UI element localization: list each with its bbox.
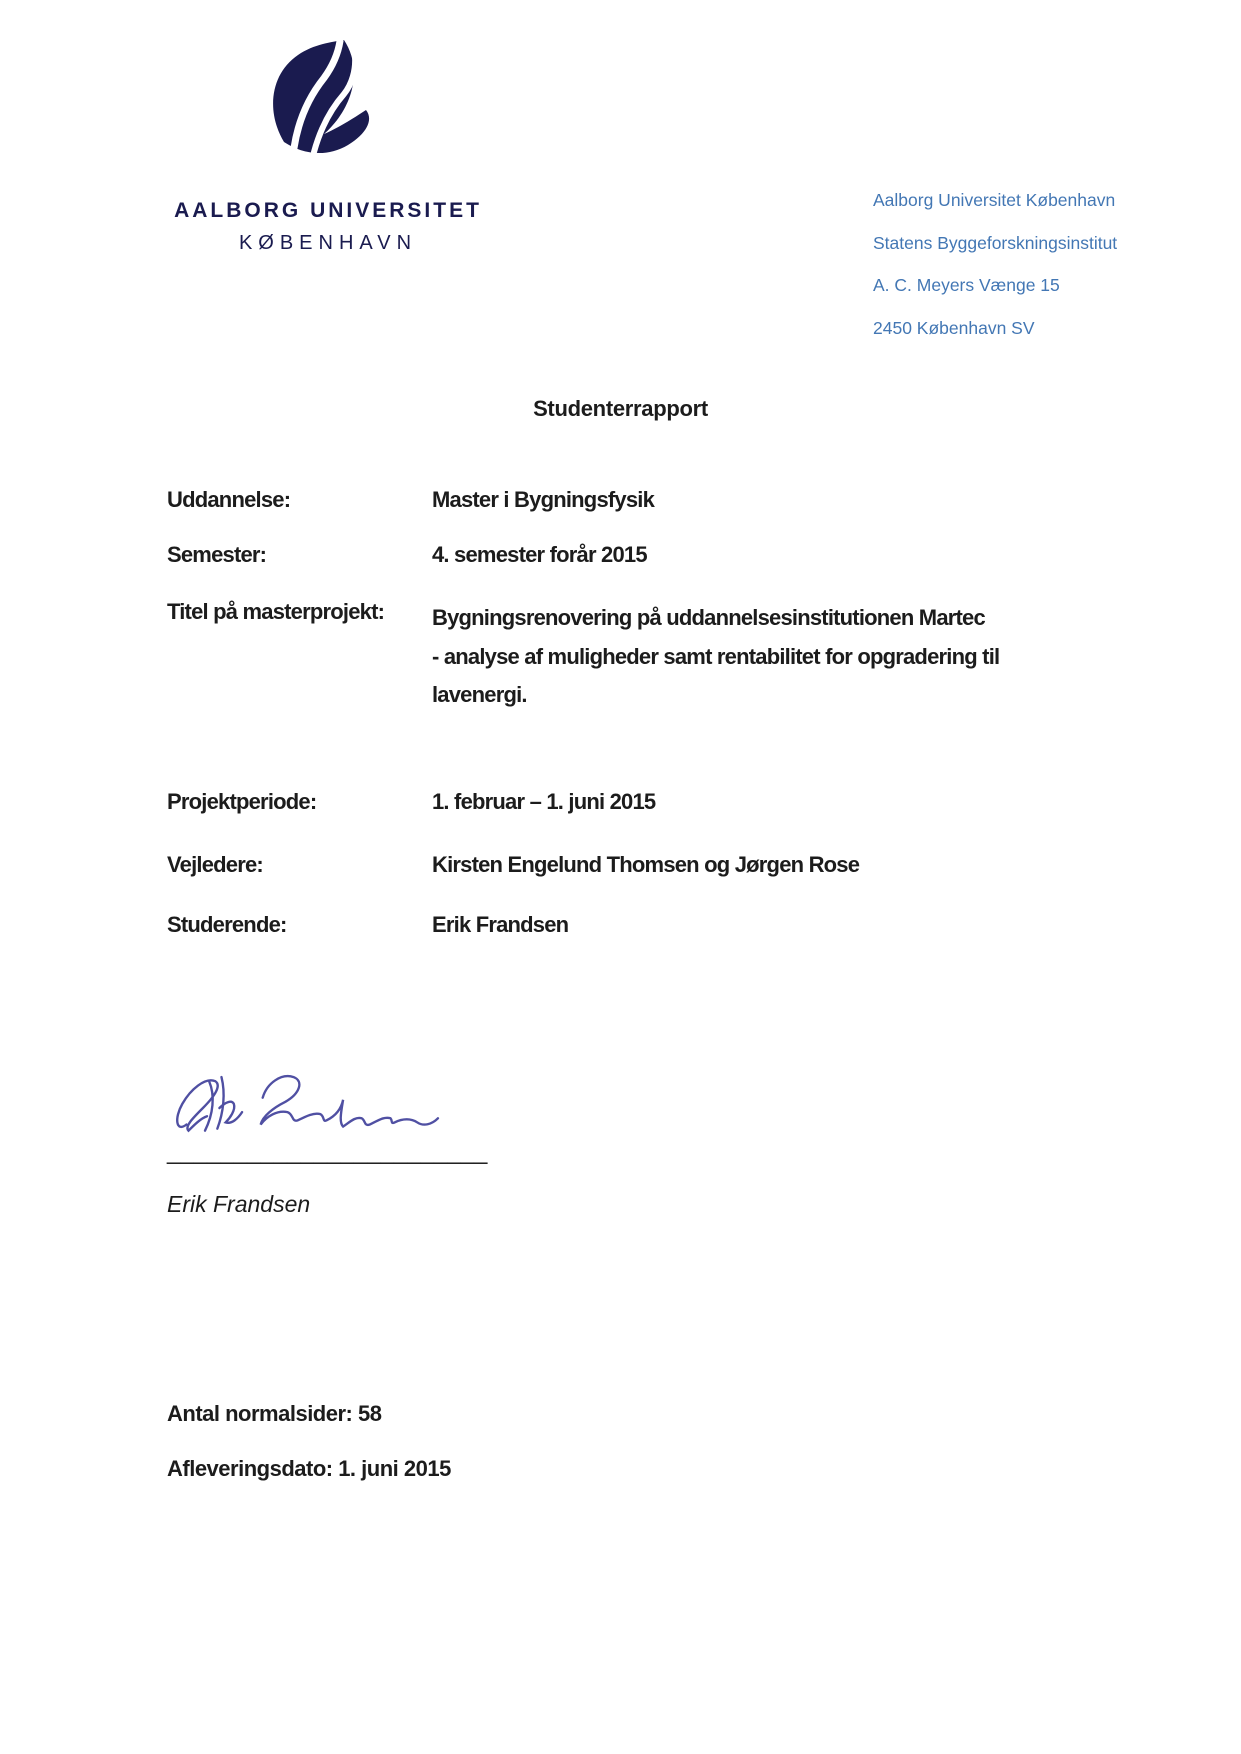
institution-address-block: [873, 179, 1117, 349]
address-line-street: A. C. Meyers Vænge 15: [873, 275, 1060, 295]
page-count-line: Antal normalsider: 58: [167, 1401, 382, 1426]
student-label: Studerende:: [167, 912, 287, 937]
submission-date-line: Afleveringsdato: 1. juni 2015: [167, 1456, 451, 1481]
project-period-value: 1. februar – 1. juni 2015: [432, 789, 656, 814]
project-title-value: [432, 599, 1192, 715]
education-label: Uddannelse:: [167, 487, 291, 512]
supervisors-value: Kirsten Engelund Thomsen og Jørgen Rose: [432, 852, 860, 877]
document-type-title: Studenterrapport: [533, 396, 708, 421]
project-title-line-3: lavenergi.: [432, 682, 527, 707]
project-title-line-2: - analyse af muligheder samt rentabilitet for opgradering til: [432, 643, 1000, 669]
student-value: Erik Frandsen: [432, 912, 569, 937]
project-period-label: Projektperiode:: [167, 789, 317, 814]
address-line-institute: Statens Byggeforskningsinstitut: [873, 232, 1118, 253]
supervisors-label: Vejledere:: [167, 852, 263, 877]
project-title-label: Titel på masterprojekt:: [167, 599, 385, 624]
semester-label: Semester:: [167, 542, 267, 567]
signature-line: ________________________: [167, 1138, 488, 1165]
logo-university-name: AALBORG UNIVERSITET: [174, 199, 482, 222]
semester-value: 4. semester forår 2015: [432, 542, 647, 567]
signature-printed-name: Erik Frandsen: [167, 1191, 311, 1217]
project-title-line-1: Bygningsrenovering på uddannelsesinstitutionen Martec: [432, 605, 985, 630]
address-line-city: 2450 København SV: [873, 317, 1035, 338]
aau-logo-wordmark: [150, 199, 506, 255]
aau-logo-swirl-icon: [266, 40, 386, 166]
address-line-university: Aalborg Universitet København: [873, 190, 1116, 210]
logo-campus-name: KØBENHAVN: [238, 232, 418, 254]
education-value: Master i Bygningsfysik: [432, 487, 655, 512]
